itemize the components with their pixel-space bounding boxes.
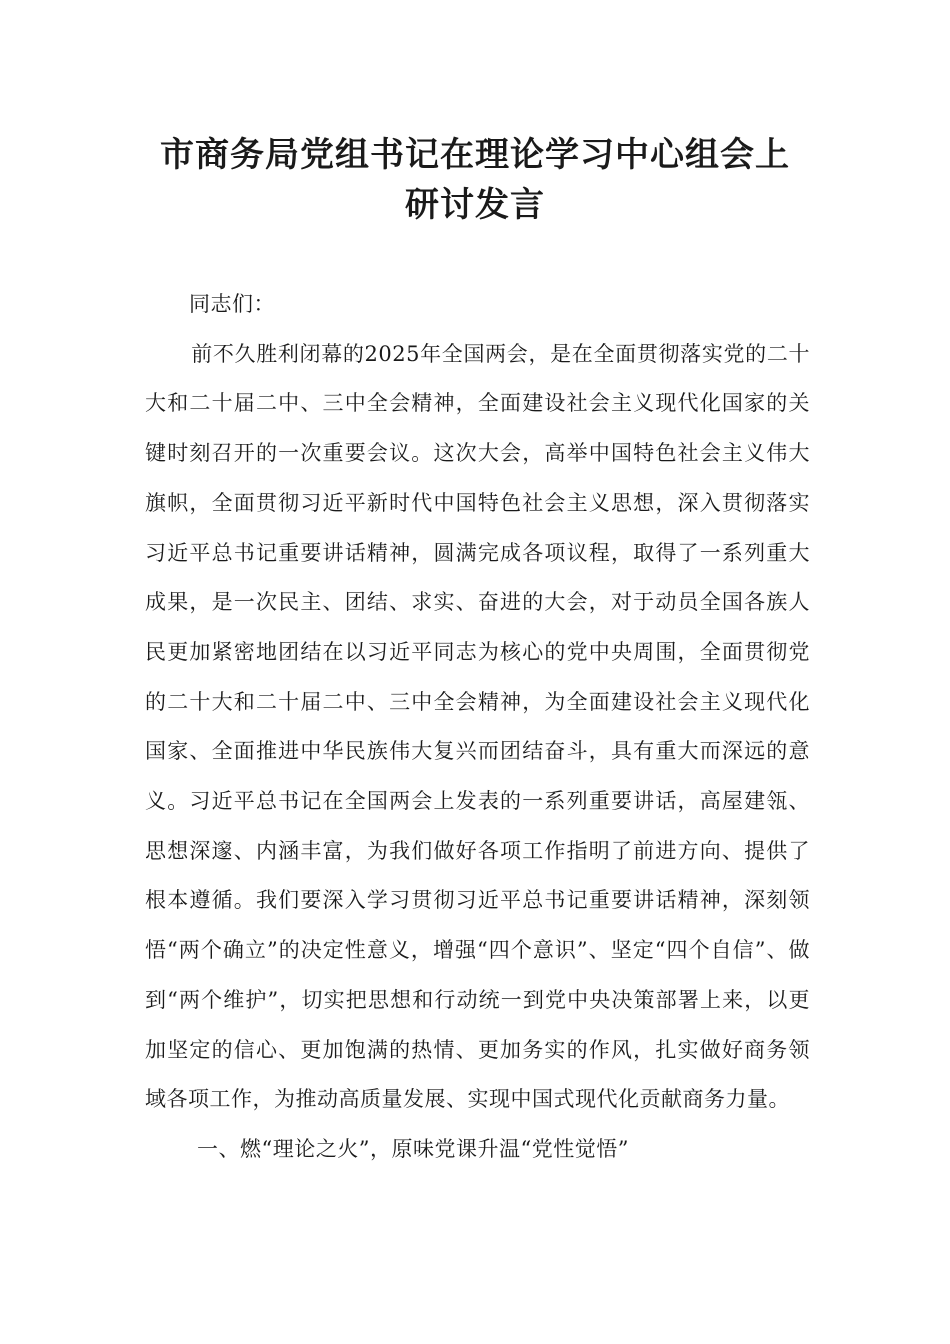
section-1-heading: 一、燃“理论之火”，原味党课升温“党性觉悟” (197, 1136, 629, 1161)
title-line-2: 研讨发言 (405, 185, 545, 225)
document-body (145, 280, 810, 1175)
document-title (140, 130, 810, 230)
paragraph-1: 前不久胜利闭幕的2025年全国两会，是在全面贯彻落实党的二十大和二十届二中、三中全会精神，全面建设社会主义现代化国家的关键时刻召开的一次重要会议。这次大会，高举中国特色社会主义伟大旗帜，全面贯彻习近平新时代中国特色社会主义思想，深入贯彻落实习近平总书记重要讲话精神，圆满完成各项议程，取得了一系列重大成果，是一次民主、团结、求实、奋进的大会，对于动员全国各族人民更加紧密地团结在以习近平同志为核心的党中央周围，全面贯彻党的二十大和二十届二中、三中全会精神，为全面建设社会主义现代化国家、全面推进中华民族伟大复兴而团结奋斗，具有重大而深远的意义。习近平总书记在全国两会上发表的一系列重要讲话，高屋建瓴、思想深邃、内涵丰富，为我们做好各项工作指明了前进方向、提供了根本遵循。我们要深入学习贯彻习近平总书记重要讲话精神，深刻领悟“两个确立”的决定性意义，增强“四个意识”、坚定“四个自信”、做到“两个维护”，切实把思想和行动统一到党中央决策部署上来，以更加坚定的信心、更加饱满的热情、更加务实的作风，扎实做好商务领域各项工作，为推动高质量发展、实现中国式现代化贡献商务力量。 (145, 341, 810, 1112)
salutation: 同志们： (189, 292, 275, 316)
title-line-1: 市商务局党组书记在理论学习中心组会上 (160, 135, 790, 175)
